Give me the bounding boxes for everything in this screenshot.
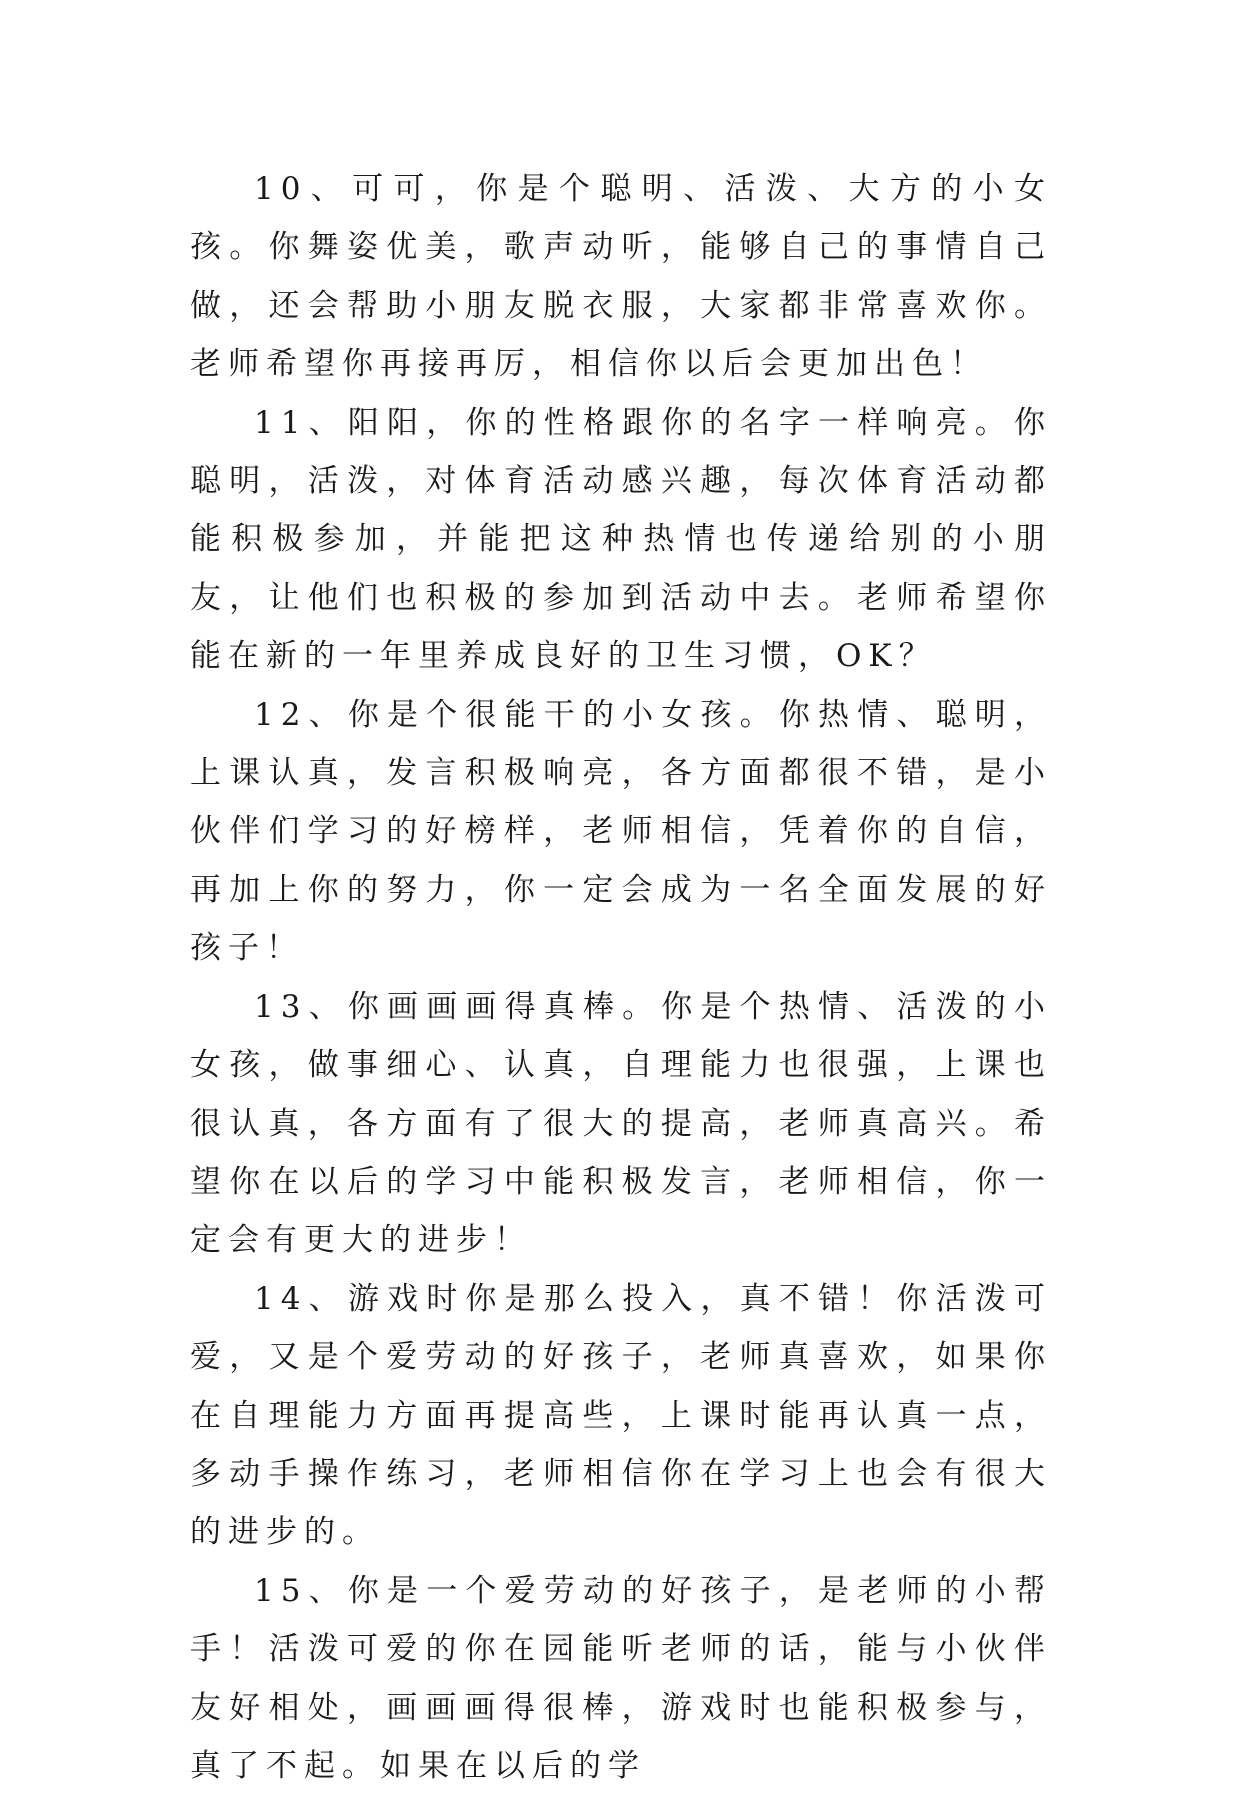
- document-page: [190, 160, 1052, 1795]
- comment-paragraph-10: 10、可可，你是个聪明、活泼、大方的小女孩。你舞姿优美，歌声动听，能够自己的事情自己做，还会帮助小朋友脱衣服，大家都非常喜欢你。老师希望你再接再厉，相信你以后会更加出色！: [190, 171, 1052, 383]
- comment-paragraph-12: 12、你是个很能干的小女孩。你热情、聪明，上课认真，发言积极响亮，各方面都很不错，是小伙伴们学习的好榜样，老师相信，凭着你的自信，再加上你的努力，你一定会成为一名全面发展的好孩子！: [190, 696, 1052, 967]
- comment-paragraph-15: 15、你是一个爱劳动的好孩子，是老师的小帮手！活泼可爱的你在园能听老师的话，能与小伙伴友好相处，画画画得很棒，游戏时也能积极参与，真了不起。如果在以后的学: [190, 1572, 1052, 1784]
- comment-paragraph-14: 14、游戏时你是那么投入，真不错！你活泼可爱，又是个爱劳动的好孩子，老师真喜欢，如果你在自理能力方面再提高些，上课时能再认真一点，多动手操作练习，老师相信你在学习上也会有很大的进步的。: [190, 1280, 1052, 1551]
- comment-paragraph-11: 11、阳阳，你的性格跟你的名字一样响亮。你聪明，活泼，对体育活动感兴趣，每次体育活动都能积极参加，并能把这种热情也传递给别的小朋友，让他们也积极的参加到活动中去。老师希望你能在新的一年里养成良好的卫生习惯，OK？: [190, 404, 1052, 675]
- comment-paragraph-13: 13、你画画画得真棒。你是个热情、活泼的小女孩，做事细心、认真，自理能力也很强，上课也很认真，各方面有了很大的提高，老师真高兴。希望你在以后的学习中能积极发言，老师相信，你一定会有更大的进步！: [190, 988, 1052, 1259]
